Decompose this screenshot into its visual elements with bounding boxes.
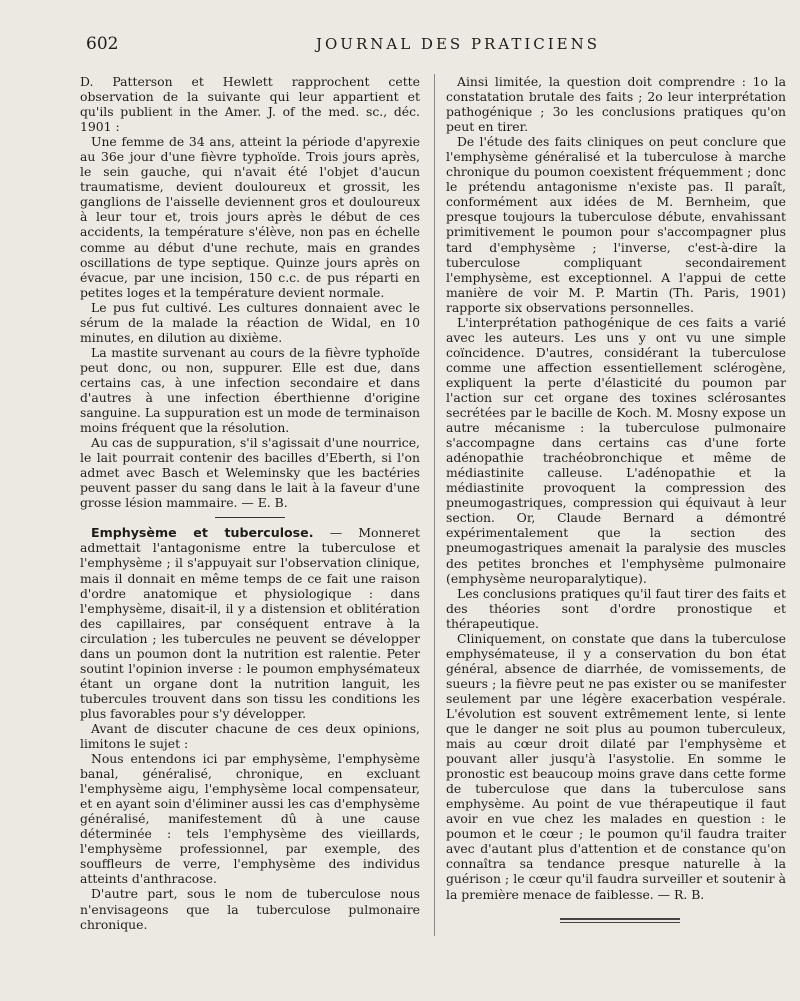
paragraph: D. Patterson et Hewlett rapprochent cette observation de la suivante qui leur appartient et qu'ils publient in the Amer. J. of the med. sc., déc. 1901 :	[80, 74, 420, 135]
paragraph: Les conclusions pratiques qu'il faut tirer des faits et des théories sont d'ordre pronostique et thérapeutique.	[446, 585, 786, 631]
end-rule	[560, 922, 680, 923]
section-heading: Emphysème et tuberculose.	[91, 525, 314, 541]
column-rule	[434, 74, 435, 936]
journal-title: JOURNAL DES PRATICIENS	[316, 35, 601, 53]
paragraph: Une femme de 34 ans, atteint la période d'apyrexie au 36e jour d'une fièvre typhoïde. Trois jours après, le sein gauche, qui n'avait été l'objet d'aucun traumatisme, devient douloureux et grossit, les ganglions de l'aisselle deviennent gros et douloureux à leur tour et, trois jours après le début de ces accidents, la température s'élève, non pas en échelle comme au début d'une rechute, mais en grandes oscillations de type septique. Quinze jours après on évacue, par une incision, 150 c.c. de pus réparti en petites loges et la température devient normale.	[80, 134, 420, 300]
paragraph: Cliniquement, on constate que dans la tuberculose emphysémateuse, il y a conservation du bon état général, absence de diarrhée, de vomissements, de sueurs ; la fièvre peut ne pas exister ou se manifester seulement par une légère exacerbation vespérale. L'évolution est souvent extrêmement lente, si lente que le danger ne soit plus au poumon tuberculeux, mais au cœur droit dilaté par l'emphysème et pouvant aller jusqu'à l'asystolie. En somme le pronostic est beaucoup moins grave dans cette forme de tuberculose que dans la tuberculose sans emphysème. Au point de vue thérapeutique il faut avoir en vue chez les malades en question : le poumon et le cœur ; le poumon qu'il faudra traiter avec d'autant plus d'attention et de constance qu'on connaîtra sa tendance presque naturelle à la guérison ; le cœur qu'il faudra surveiller et soutenir à la première menace de faiblesse. — R. B.	[446, 630, 786, 902]
paragraph: D'autre part, sous le nom de tuberculose nous n'envisageons que la tuberculose pulmonaire chronique.	[80, 886, 420, 932]
paragraph: Le pus fut cultivé. Les cultures donnaient avec le sérum de la malade la réaction de Widal, en 10 minutes, en dilution au dixième.	[80, 299, 420, 345]
paragraph: La mastite survenant au cours de la fièvre typhoïde peut donc, ou non, suppurer. Elle est due, dans certains cas, à une infection secondaire et dans d'autres à une infection éberthienne d'origine sanguine. La suppuration est un mode de terminaison moins fréquent que la résolution.	[80, 344, 420, 436]
section-paragraph	[80, 525, 420, 721]
paragraph: De l'étude des faits cliniques on peut conclure que l'emphysème généralisé et la tuberculose à marche chronique du poumon coexistent fréquemment ; donc le prétendu antagonisme n'existe pas. Il paraît, conformément aux idées de M. Bernheim, que presque toujours la tuberculose débute, envahissant primitivement le poumon pour s'accompagner plus tard d'emphysème ; l'inverse, c'est-à-dire la tuberculose compliquant secondairement l'emphysème, est exceptionnel. A l'appui de cette manière de voir M. P. Martin (Th. Paris, 1901) rapporte six observations personnelles.	[446, 134, 786, 315]
paragraph: L'interprétation pathogénique de ces faits a varié avec les auteurs. Les uns y ont vu une simple coïncidence. D'autres, considérant la tuberculose comme une affection essentiellement sclérogène, expliquent la perte d'élasticité du poumon par l'action sur cet organe des toxines sclérosantes secrétées par le bacille de Koch. M. Mosny expose un autre mécanisme : la tuberculose pulmonaire s'accompagne dans certains cas d'une forte adénopathie trachéobronchique et même de médiastinite calleuse. L'adénopathie et la médiastinite provoquent la compression des pneumogastriques, compression qui équivaut à leur section. Or, Claude Bernard a démontré expérimentalement que la section des pneumogastriques amenait la paralysie des muscles des petites bronches et l'emphysème pulmonaire (emphysème neuroparalytique).	[446, 314, 786, 586]
paragraph: Au cas de suppuration, s'il s'agissait d'une nourrice, le lait pourrait contenir des bacilles d'Eberth, si l'on admet avec Basch et Weleminsky que les bactéries peuvent passer du sang dans le lait à la faveur d'une grosse lésion mammaire. — E. B.	[80, 435, 420, 511]
paragraph-text: — Monneret admettait l'antagonisme entre la tuberculose et l'emphysème ; il s'appuyait sur l'observation clinique, mais il donnait en même temps de ce fait une raison d'ordre anatomique et physiologique : dans l'emphysème, disait-il, il y a distension et oblitération des capillaires, par conséquent entrave à la circulation ; les tubercules ne peuvent se développer dans un poumon dont la nutrition est ralentie. Peter soutint l'opinion inverse : le poumon emphysémateux étant un organe dont la nutrition languit, les tubercules trouvent dans son tissu les conditions les plus favorables pour s'y développer.	[80, 525, 420, 721]
right-column	[446, 74, 786, 902]
page-header	[86, 34, 766, 58]
end-rule	[560, 918, 680, 920]
section-divider	[215, 517, 285, 518]
paragraph: Ainsi limitée, la question doit comprendre : 1o la constatation brutale des faits ; 2o leur interprétation pathogénique ; 3o les conclusions pratiques qu'on peut en tirer.	[446, 74, 786, 135]
paragraph: Avant de discuter chacune de ces deux opinions, limitons le sujet :	[80, 720, 420, 752]
paragraph: Nous entendons ici par emphysème, l'emphysème banal, généralisé, chronique, en excluant l'emphysème aigu, l'emphysème local compensateur, et en ayant soin d'éliminer aussi les cas d'emphysème généralisé, manifestement dû à une cause déterminée : tels l'emphysème des vieillards, l'emphysème professionnel, par exemple, des souffleurs de verre, l'emphysème des individus atteints d'anthracose.	[80, 751, 420, 887]
page-number: 602	[86, 34, 119, 54]
left-column	[80, 74, 420, 932]
